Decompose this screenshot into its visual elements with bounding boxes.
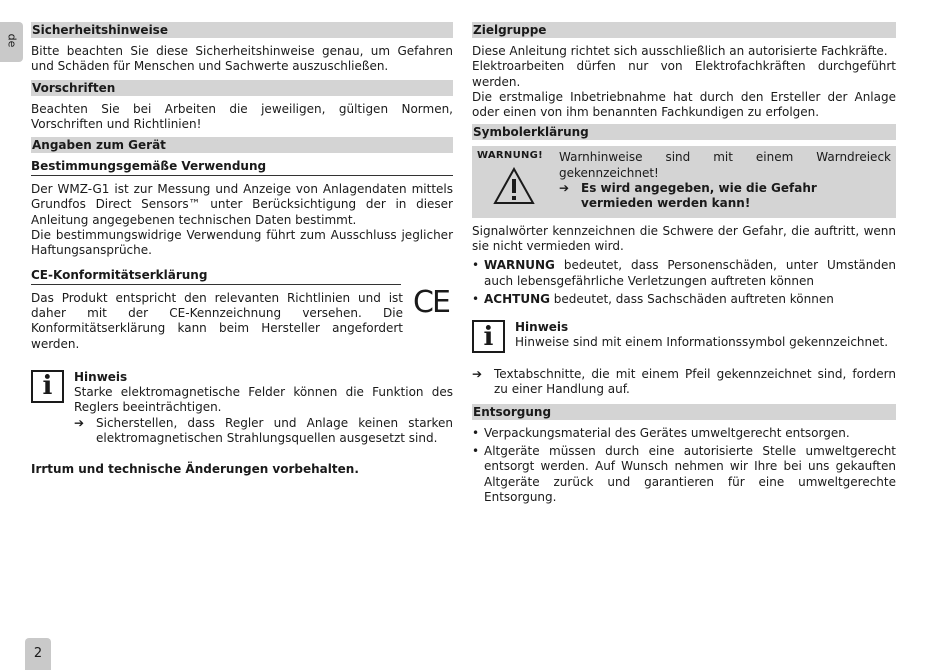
signal-word-warning-text: bedeutet, dass Personenschäden, unter Umständen auch lebensgefährliche Verletzungen auftreten können xyxy=(484,258,896,288)
language-tab-label: de xyxy=(5,33,19,48)
list-item: • Altgeräte müssen durch eine autorisierte Stelle umweltgerecht entsorgt werden. Auf Wunsch nehmen wir Ihre bei uns gekauften Altgeräte zurück und garantieren für eine umweltgerechte Entsorgung. xyxy=(472,444,896,505)
arrow-explanation-text: Textabschnitte, die mit einem Pfeil gekennzeichnet sind, fordern zu einer Handlung auf. xyxy=(494,367,896,397)
misuse-text: Die bestimmungswidrige Verwendung führt zum Ausschluss jeglicher Haftungsansprüche. xyxy=(31,228,453,258)
target-text-1: Diese Anleitung richtet sich ausschließlich an autorisierte Fachkräfte. xyxy=(472,44,888,58)
intended-use-text: Der WMZ-G1 ist zur Messung und Anzeige von Anlagendaten mittels Grundfos Direct Sensors™ unter Berücksichtigung der in dieser Anleitung angegebenen technischen Daten bestimmt. xyxy=(31,182,453,227)
arrow-icon: ➔ xyxy=(74,415,85,430)
ce-mark-icon: CE xyxy=(413,285,449,320)
subheading-intended-use: Bestimmungsgemäße Verwendung xyxy=(31,159,453,176)
info-title: Hinweis xyxy=(74,369,128,384)
info-action xyxy=(74,416,453,447)
info-title: Hinweis xyxy=(515,320,569,335)
signal-word-warning: WARNUNG xyxy=(484,258,555,273)
info-icon: i xyxy=(31,370,64,403)
warning-triangle-icon xyxy=(493,167,535,205)
info-symbol-note xyxy=(472,320,896,353)
warning-action-text: Es wird angegeben, wie die Gefahr vermieden werden kann! xyxy=(581,181,817,211)
safety-text: Bitte beachten Sie diese Sicherheitshinweise genau, um Gefahren und Schäden für Menschen und Sachwerte auszuschließen. xyxy=(31,44,453,74)
subheading-ce: CE-Konformitätserklärung xyxy=(31,268,401,285)
arrow-icon: ➔ xyxy=(559,181,570,196)
section-heading-safety: Sicherheitshinweise xyxy=(31,22,453,38)
section-heading-symbols: Symbolerklärung xyxy=(472,124,896,140)
list-item xyxy=(472,258,896,289)
signal-words-text: Signalwörter kennzeichnen die Schwere der Gefahr, die auftritt, wenn sie nicht vermieden wird. xyxy=(472,223,896,253)
language-tab xyxy=(0,22,23,62)
left-column xyxy=(31,22,453,478)
warning-label: WARNUNG! xyxy=(477,150,544,162)
page-number: 2 xyxy=(25,638,51,670)
list-item: • Verpackungsmaterial des Gerätes umweltgerecht entsorgen. xyxy=(472,426,896,441)
info-note xyxy=(31,370,453,446)
target-text-3: Die erstmalige Inbetriebnahme hat durch den Ersteller der Anlage oder einen von ihm benannten Fachkundigen zu erfolgen. xyxy=(472,89,896,120)
disposal-list xyxy=(472,426,896,505)
signal-word-list xyxy=(472,258,896,307)
right-column xyxy=(472,22,896,508)
section-heading-device: Angaben zum Gerät xyxy=(31,137,453,153)
list-item xyxy=(472,292,896,307)
signal-word-caution: ACHTUNG xyxy=(484,291,550,306)
arrow-icon: ➔ xyxy=(472,367,483,382)
target-text-2: Elektroarbeiten dürfen nur von Elektrofachkräften durchgeführt werden. xyxy=(472,59,896,89)
warning-box xyxy=(472,146,896,217)
disclaimer: Irrtum und technische Änderungen vorbehalten. xyxy=(31,462,359,477)
section-heading-disposal: Entsorgung xyxy=(472,404,896,420)
ce-text: Das Produkt entspricht den relevanten Richtlinien und ist daher mit der CE-Kennzeichnung versehen. Die Konformitätserklärung kann beim Hersteller angefordert werden. xyxy=(31,290,403,351)
arrow-explanation xyxy=(472,367,896,398)
signal-word-caution-text: bedeutet, dass Sachschäden auftreten können xyxy=(549,291,834,306)
section-heading-regulations: Vorschriften xyxy=(31,80,453,96)
info-text: Starke elektromagnetische Felder können die Funktion des Reglers beeinträchtigen. xyxy=(74,385,453,415)
regulations-text: Beachten Sie bei Arbeiten die jeweiligen, gültigen Normen, Vorschriften und Richtlinien! xyxy=(31,101,453,131)
section-heading-target: Zielgruppe xyxy=(472,22,896,38)
warning-action xyxy=(559,181,891,212)
info-action-text: Sicherstellen, dass Regler und Anlage keinen starken elektromagnetischen Strahlungsquellen ausgesetzt sind. xyxy=(96,415,453,446)
info-icon: i xyxy=(472,320,505,353)
info-text: Hinweise sind mit einem Informationssymbol gekennzeichnet. xyxy=(515,335,889,350)
warning-text: Warnhinweise sind mit einem Warndreieck gekennzeichnet! xyxy=(559,150,891,180)
